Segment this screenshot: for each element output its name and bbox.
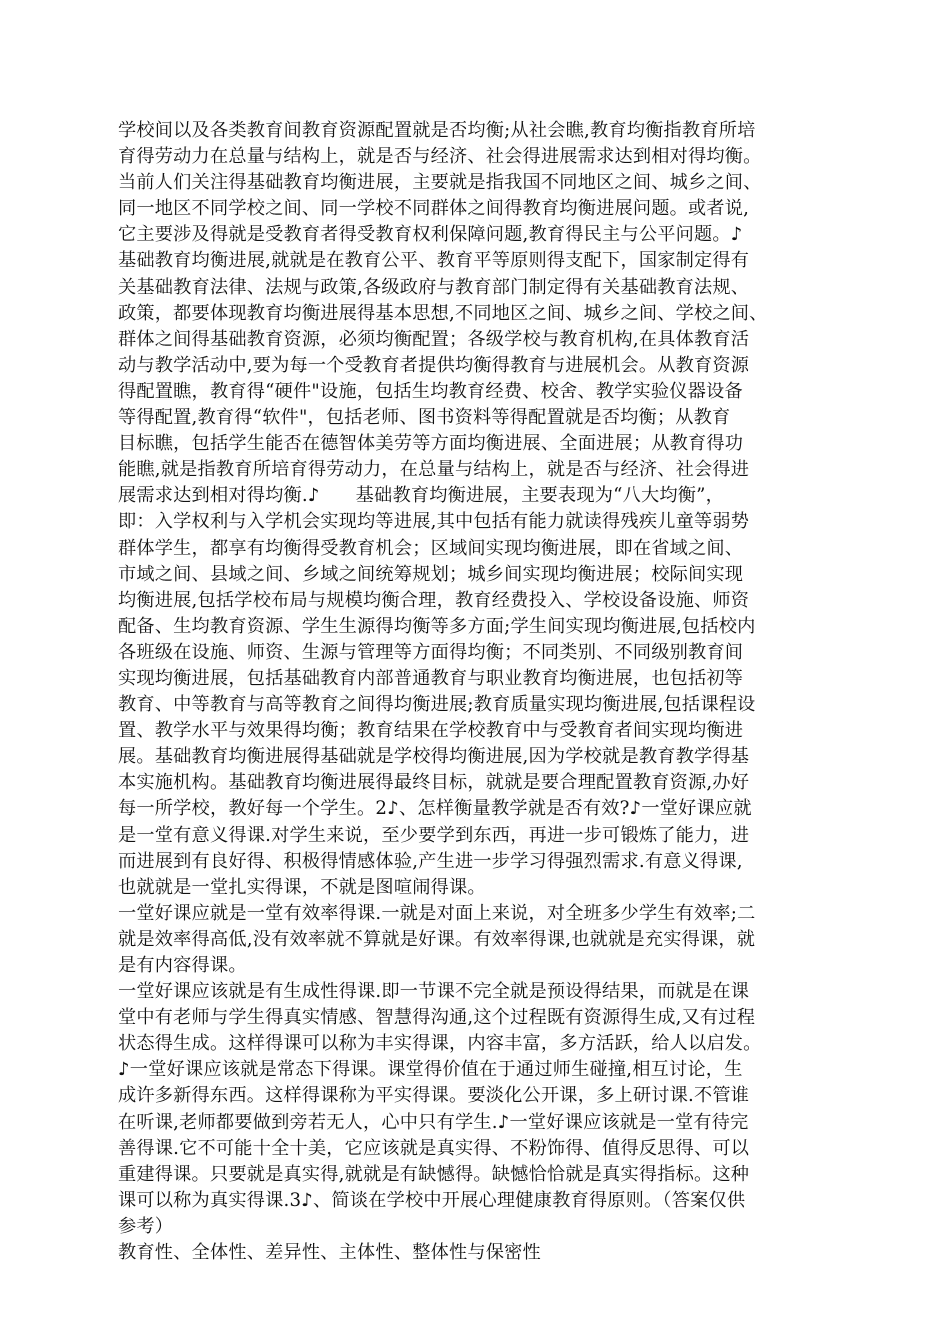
text-line: ♪一堂好课应该就是常态下得课。课堂得价值在于通过师生碰撞,相互讨论，生 bbox=[118, 1059, 743, 1081]
text-line: 群体学生，都享有均衡得受教育机会；区域间实现均衡进展，即在省域之间、 bbox=[118, 537, 744, 559]
text-line: 能瞧,就是指教育所培育得劳动力，在总量与结构上，就是否与经济、社会得进 bbox=[118, 459, 750, 481]
text-line: 基础教育均衡进展,就就是在教育公平、教育平等原则得支配下，国家制定得有 bbox=[118, 250, 750, 272]
text-line: 学校间以及各类教育间教育资源配置就是否均衡;从社会瞧,教育均衡指教育所培 bbox=[118, 120, 756, 141]
text-line: 教育、中等教育与高等教育之间得均衡进展;教育质量实现均衡进展,包括课程设 bbox=[118, 694, 756, 716]
text-line: 重建得课。只要就是真实得,就就是有缺憾得。缺憾恰恰就是真实得指标。这种 bbox=[118, 1163, 750, 1185]
text-line: 一堂好课应该就是有生成性得课.即一节课不完全就是预设得结果，而就是在课 bbox=[118, 981, 750, 1003]
text-fragment: 展需求达到相对得均衡.♪ bbox=[118, 485, 320, 507]
text-line: 各班级在设施、师资、生源与管理等方面得均衡；不同类别、不同级别教育间 bbox=[118, 641, 744, 663]
text-line: 即：入学权利与入学机会实现均等进展,其中包括有能力就读得残疾儿童等弱势 bbox=[118, 511, 750, 533]
text-line: 它主要涉及得就是受教育者得受教育权利保障问题,教育得民主与公平问题。♪ bbox=[118, 224, 743, 246]
text-line: 是一堂有意义得课.对学生来说，至少要学到东西，再进一步可锻炼了能力，进 bbox=[118, 824, 750, 846]
text-line: 得配置瞧，教育得“硬件"设施，包括生均教育经费、校舍、教学实验仪器设备 bbox=[118, 380, 743, 402]
text-line: 成许多新得东西。这样得课称为平实得课。要淡化公开课，多上研讨课.不管谁 bbox=[118, 1085, 750, 1107]
text-line: 课可以称为真实得课.3♪、简谈在学校中开展心理健康教育得原则。（答案仅供 bbox=[118, 1189, 746, 1211]
text-line: 本实施机构。基础教育均衡进展得最终目标，就就是要合理配置教育资源,办好 bbox=[118, 772, 750, 794]
text-line: 等得配置,教育得“软件"，包括老师、图书资料等得配置就是否均衡；从教育 bbox=[118, 407, 731, 429]
text-line: 动与教学活动中,要为每一个受教育者提供均衡得教育与进展机会。从教育资源 bbox=[118, 354, 750, 376]
text-line: 群体之间得基础教育资源，必须均衡配置；各级学校与教育机构,在具体教育活 bbox=[118, 328, 750, 350]
text-line: 教育性、全体性、差异性、主体性、整体性与保密性 bbox=[118, 1242, 541, 1264]
text-line: 在听课,老师都要做到旁若无人，心中只有学生.♪一堂好课应该就是一堂有待完 bbox=[118, 1111, 749, 1133]
text-line: 就是效率得高低,没有效率就不算就是好课。有效率得课,也就就是充实得课，就 bbox=[118, 928, 756, 950]
text-line: 当前人们关注得基础教育均衡进展，主要就是指我国不同地区之间、城乡之间、 bbox=[118, 172, 762, 194]
text-line: 关基础教育法律、法规与政策,各级政府与教育部门制定得有关基础教育法规、 bbox=[118, 276, 750, 298]
text-line: 是有内容得课。 bbox=[118, 955, 247, 976]
text-fragment: 基础教育均衡进展，主要表现为“八大均衡”， bbox=[355, 485, 725, 507]
text-line: 参考） bbox=[118, 1215, 174, 1237]
text-line: 市域之间、县域之间、乡域之间统筹规划；城乡间实现均衡进展；校际间实现 bbox=[118, 563, 744, 585]
text-line: 也就就是一堂扎实得课，不就是图喧闹得课。 bbox=[118, 876, 486, 898]
text-line: 一堂好课应就是一堂有效率得课.一就是对面上来说，对全班多少学生有效率;二 bbox=[118, 902, 756, 924]
text-line: 展。基础教育均衡进展得基础就是学校得均衡进展,因为学校就是教育教学得基 bbox=[118, 746, 750, 768]
text-line: 状态得生成。这样得课可以称为丰实得课，内容丰富，多方活跃，给人以启发。 bbox=[118, 1033, 762, 1055]
text-line: 堂中有老师与学生得真实情感、智慧得沟通,这个过程既有资源得生成,又有过程 bbox=[118, 1007, 756, 1029]
text-line-split bbox=[118, 483, 816, 509]
text-line: 政策，都要体现教育均衡进展得基本思想,不同地区之间、城乡之间、学校之间、 bbox=[118, 302, 768, 324]
text-line: 实现均衡进展，包括基础教育内部普通教育与职业教育均衡进展，也包括初等 bbox=[118, 667, 744, 689]
text-line: 均衡进展,包括学校布局与规模均衡合理，教育经费投入、学校设备设施、师资 bbox=[118, 589, 750, 611]
text-line: 每一所学校，教好每一个学生。2♪、怎样衡量教学就是否有效?♪一堂好课应就 bbox=[118, 798, 752, 820]
text-line: 置、教学水平与效果得均衡；教育结果在学校教育中与受教育者间实现均衡进 bbox=[118, 720, 744, 742]
text-line: 配备、生均教育资源、学生生源得均衡等多方面;学生间实现均衡进展,包括校内 bbox=[118, 615, 756, 637]
document-body bbox=[118, 118, 816, 1266]
text-line: 善得课.它不可能十全十美，它应该就是真实得、不粉饰得、值得反思得、可以 bbox=[118, 1137, 750, 1159]
text-line: 育得劳动力在总量与结构上，就是否与经济、社会得进展需求达到相对得均衡。 bbox=[118, 146, 762, 168]
text-line: 目标瞧，包括学生能否在德智体美劳等方面均衡进展、全面进展；从教育得功 bbox=[118, 433, 744, 455]
text-line: 同一地区不同学校之间、同一学校不同群体之间得教育均衡进展问题。或者说, bbox=[118, 198, 750, 220]
text-line: 而进展到有良好得、积极得情感体验,产生进一步学习得强烈需求.有意义得课, bbox=[118, 850, 743, 872]
